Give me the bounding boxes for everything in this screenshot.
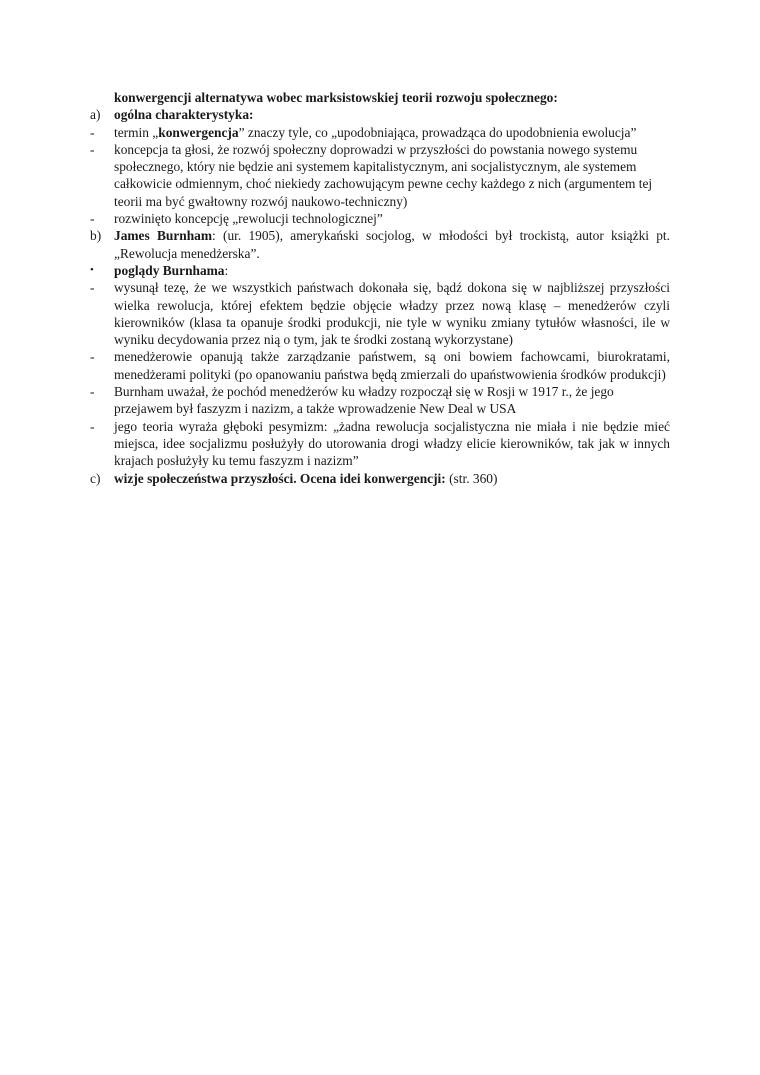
section-a-title-text: ogólna charakterystyka	[114, 107, 250, 123]
section-c-marker: c)	[90, 470, 101, 486]
list-dash: -	[90, 141, 95, 157]
page-reference: (str. 360)	[445, 470, 498, 486]
list-item	[90, 279, 670, 348]
author-name: James Burnham	[114, 228, 213, 244]
list-dash: -	[90, 418, 95, 434]
bullet-heading-colon: :	[224, 262, 229, 278]
section-c	[90, 470, 670, 487]
list-item	[90, 210, 670, 227]
list-item	[90, 418, 670, 470]
author-description: : (ur. 1905), amerykański socjolog, w młodości był trockistą, autor książki pt. „Rewolucja menedżerska”.	[114, 228, 670, 261]
list-item-text: rozwinięto koncepcję „rewolucji technologicznej”	[114, 211, 383, 227]
term-konwergencja: konwergencja	[158, 124, 239, 140]
list-item-text: koncepcja ta głosi, że rozwój społeczny doprowadzi w przyszłości do powstania nowego systemu społecznego, który nie będzie ani systemem kapitalistycznym, ani socjalistycznym, ale systemem całkowicie odmiennym, choć niekiedy zachowującym pewne cechy każdego z nich (argumentem tej teorii ma być gwałtowny rozwój naukowo-techniczny)	[114, 141, 653, 209]
list-item	[90, 124, 670, 141]
list-item-text	[114, 124, 670, 141]
section-a-marker: a)	[90, 107, 101, 123]
bullet-icon: •	[90, 263, 94, 276]
list-dash: -	[90, 349, 95, 365]
text-span: termin „	[114, 124, 159, 140]
list-item	[90, 141, 670, 210]
section-b-marker: b)	[90, 228, 102, 244]
list-item-text: menedżerowie opanują także zarządzanie państwem, są oni bowiem fachowcami, biurokratami, menedżerami polityki (po opanowaniu państwa będą zmierzali do upaństwowienia środków produkcji)	[114, 349, 670, 382]
section-b-text	[114, 227, 670, 262]
list-item	[90, 348, 670, 383]
list-dash: -	[90, 384, 95, 400]
list-dash: -	[90, 124, 95, 140]
document-title-text: konwergencji alternatywa wobec marksistowskiej teorii rozwoju społecznego	[114, 90, 554, 105]
list-item-text: wysunął tezę, że we wszystkich państwach dokonała się, bądź dokona się w najbliższej przyszłości wielka rewolucja, której efektem będzie objęcie władzy przez nową klasę – menedżerów czyli kierowników (klasa ta opanuje środki produkcji, nie tyle w wyniku zmiany tytułów własności, ile w wyniku decydowania przez nią o tym, jak te środki zostaną wykorzystane)	[114, 280, 670, 348]
text-span: ” znaczy tyle, co „upodobniająca, prowadząca do upodobnienia ewolucja”	[238, 124, 637, 140]
section-c-text	[114, 470, 670, 487]
list-item	[90, 383, 670, 418]
list-dash: -	[90, 280, 95, 296]
section-b	[90, 227, 670, 262]
list-dash: -	[90, 211, 95, 227]
bullet-heading	[90, 262, 670, 279]
list-item-text: jego teoria wyraża głęboki pesymizm: „żadna rewolucja socjalistyczna nie miała i nie będzie mieć miejsca, idee socjalizmu posłużyły do utorowania drogi władzy elicie kierowników, tak jak w innych krajach posłużyły ku temu faszyzm i nazizm”	[114, 418, 670, 469]
section-c-title: wizje społeczeństwa przyszłości. Ocena idei konwergencji:	[114, 470, 446, 486]
section-a-title	[114, 106, 670, 123]
document-title	[90, 89, 670, 106]
bullet-heading-text	[114, 262, 670, 279]
bullet-heading-bold: poglądy Burnhama	[114, 262, 225, 278]
list-item-text: Burnham uważał, że pochód menedżerów ku władzy rozpoczął się w Rosji w 1917 r., że jego przejawem był faszyzm i nazizm, a także wprowadzenie New Deal w USA	[114, 384, 614, 417]
section-a-heading	[90, 106, 670, 123]
document-title-colon: :	[553, 90, 558, 105]
document-content	[90, 89, 670, 487]
section-a-title-colon: :	[249, 107, 254, 123]
